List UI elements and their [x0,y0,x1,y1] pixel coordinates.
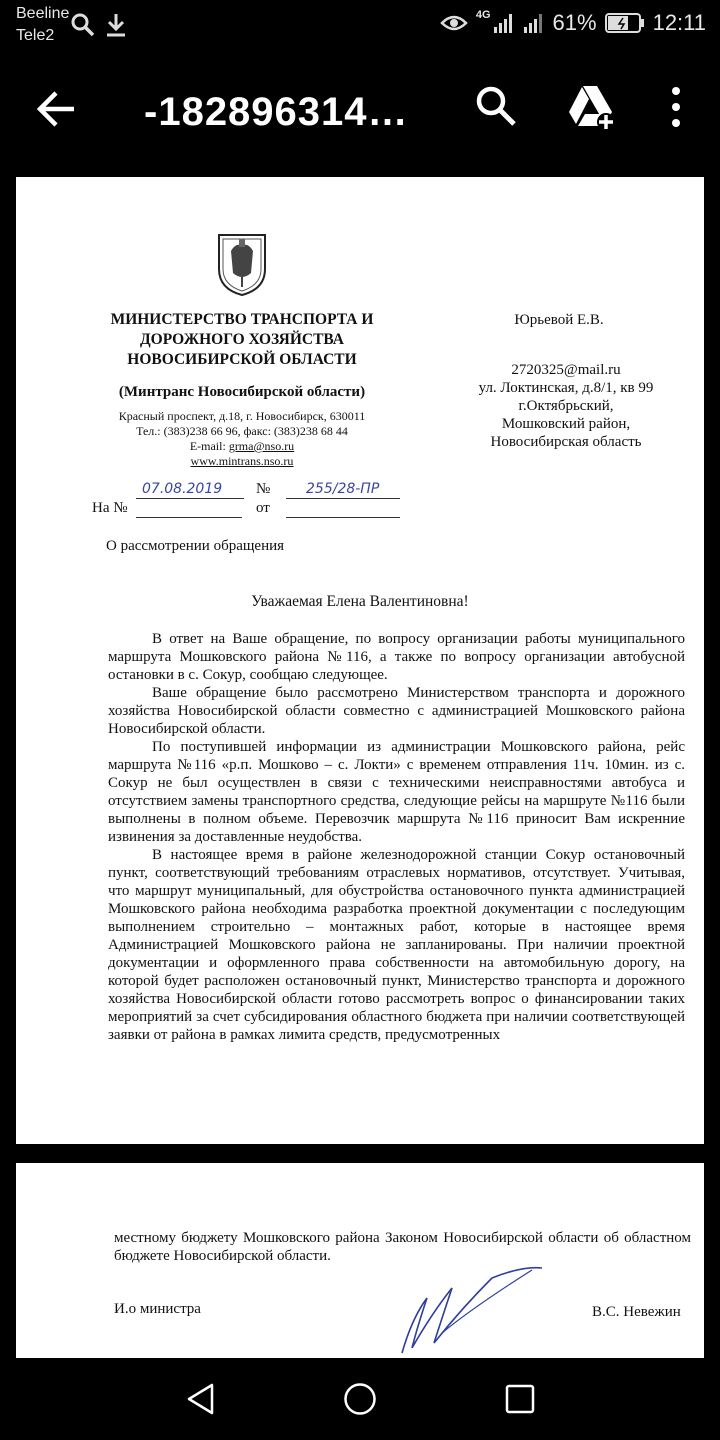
battery-percent: 61% [552,10,597,35]
ministry-email-line [96,439,388,454]
ref-date-label: от [256,500,270,516]
file-title: -182896314… [144,90,409,134]
number-handwritten: 255/28-ПР [306,481,380,497]
document-page-1[interactable] [16,177,704,1144]
date-line [136,498,244,499]
recipient-district: Мошковский район, [501,416,631,432]
ministry-website[interactable]: www.mintrans.nso.ru [190,454,294,468]
letter-greeting: Уважаемая Елена Валентиновна! [251,593,469,610]
back-arrow-icon[interactable] [34,86,80,132]
status-bar [0,0,720,52]
paragraph-4: В настоящее время в районе железнодорожной станции Сокур остановочный пункт, соответствующий требованиям отраслевых нормативов, отсутствует. Учитывая, что маршрут муниципальный, для обустройства остановочного пункта администрацией Мошковского района необходима разработка проектной документации с последующим выполнением строительно – монтажных работ, которые в настоящее время Администрацией Мошковского района не запланированы. При наличии проектной документации и оформленного права собственности на автомобильную дорогу, на которой будет расположен остановочный пункт, Министерство транспорта и дорожного хозяйства Новосибирской области готово рассмотреть вопрос о финансировании таких мероприятий за счет субсидирования областного бюджета при наличии соответствующей заявки от района в рамках лимита средств, предусмотренных [108,847,685,1043]
battery-icon [605,12,645,34]
search-notification-icon [70,12,96,38]
signer-name: В.С. Невежин [592,1304,681,1320]
recipient-name: Юрьевой Е.В. [514,312,604,328]
recipient-region: Новосибирская область [490,434,642,450]
carrier-1: Beeline [16,5,70,22]
recipient-street: ул. Локтинская, д.8/1, кв 99 [478,380,654,396]
nav-recent-icon[interactable] [505,1384,535,1414]
more-vert-icon[interactable] [664,84,688,130]
ref-number-label: На № [92,500,128,516]
navigation-bar [0,1358,720,1440]
recipient-email: 2720325@mail.ru [511,362,621,378]
nav-home-icon[interactable] [343,1382,377,1416]
app-bar [0,52,720,176]
page2-paragraph: местному бюджету Мошковского района Законом Новосибирской области об областном бюджете Новосибирской области. [114,1230,691,1264]
letter-body [108,630,685,1044]
clock: 12:11 [652,10,706,35]
ref-number-line [136,517,242,518]
signer-role: И.о министра [114,1301,201,1317]
ministry-email[interactable]: grma@nso.ru [228,439,295,453]
signal-icon-1 [493,12,515,34]
drive-add-icon[interactable] [566,82,616,132]
ref-date-line [286,517,400,518]
recipient-address [436,361,696,451]
network-type: 4G [475,9,491,21]
ministry-contacts [96,409,388,469]
paragraph-3: По поступившей информации из администрации Мошковского района, рейс маршрута №116 «р.п. Мошково – с. Локти» с временем отправления 11ч. 10мин. из с. Сокур не был осуществлен в связи с техническими неисправностями автобуса и отсутствием замены транспортного средства, следующие рейсы на маршруте №116 были выполнены в полном объеме. Перевозчик маршрута №116 приносит Вам искренние извинения за доставленные неудобства. [108,739,685,845]
paragraph-1: В ответ на Ваше обращение, по вопросу организации работы муниципального маршрута Мошковского района №116, а также по вопросу организации автобусной остановки в с. Сокур, сообщаю следующее. [108,631,685,683]
nav-back-icon[interactable] [184,1382,218,1416]
signature-icon [372,1258,552,1358]
coat-of-arms-icon [215,233,269,297]
date-handwritten: 07.08.2019 [142,481,223,497]
status-indicators [440,10,706,36]
letter-subject: О рассмотрении обращения [106,538,285,554]
download-icon [104,12,128,38]
recipient-city: г.Октябрьский, [518,398,614,414]
document-page-2[interactable] [16,1163,704,1358]
number-label: № [256,481,271,497]
notification-icons [70,12,128,38]
ministry-abbreviation: (Минтранс Новосибирской области) [118,384,366,400]
eye-icon [440,13,468,33]
signal-icon-2 [523,12,545,34]
paragraph-2: Ваше обращение было рассмотрено Министерством транспорта и дорожного хозяйства Новосибирской области совместно с администрацией Мошковского района Новосибирской области. [108,685,685,737]
email-label: E-mail: [189,439,229,453]
ministry-phone: Тел.: (383)238 66 96, факс: (383)238 68 44 [136,424,348,438]
number-line [286,498,400,499]
ministry-address: Красный проспект, д.18, г. Новосибирск, 630011 [118,409,366,423]
search-icon[interactable] [474,84,518,128]
carrier-2: Tele2 [16,27,55,44]
ministry-name: МИНИСТЕРСТВО ТРАНСПОРТА И ДОРОЖНОГО ХОЗЯЙСТВА НОВОСИБИРСКОЙ ОБЛАСТИ [110,311,374,368]
